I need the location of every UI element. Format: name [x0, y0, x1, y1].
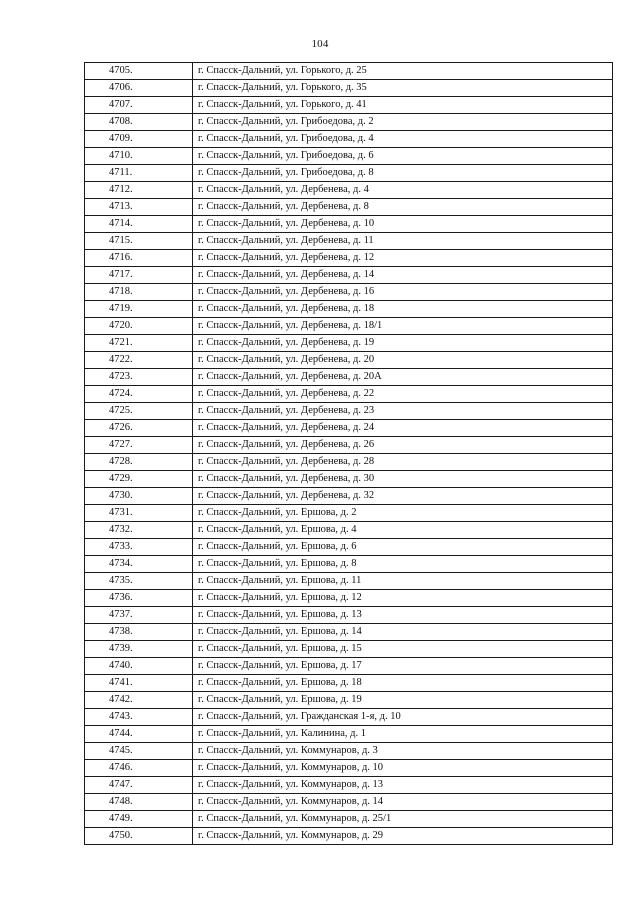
table-row [85, 658, 613, 675]
row-number-cell: 4740. [85, 658, 193, 675]
table-row [85, 114, 613, 131]
row-number-cell: 4726. [85, 420, 193, 437]
table-row [85, 709, 613, 726]
address-cell: г. Спасск-Дальний, ул. Коммунаров, д. 3 [193, 743, 613, 760]
table-row [85, 641, 613, 658]
table-row [85, 743, 613, 760]
address-cell: г. Спасск-Дальний, ул. Ершова, д. 18 [193, 675, 613, 692]
row-number-cell: 4721. [85, 335, 193, 352]
row-number-cell: 4727. [85, 437, 193, 454]
address-cell: г. Спасск-Дальний, ул. Ершова, д. 8 [193, 556, 613, 573]
address-cell: г. Спасск-Дальний, ул. Дербенева, д. 12 [193, 250, 613, 267]
address-cell: г. Спасск-Дальний, ул. Горького, д. 35 [193, 80, 613, 97]
row-number-cell: 4707. [85, 97, 193, 114]
address-cell: г. Спасск-Дальний, ул. Горького, д. 41 [193, 97, 613, 114]
row-number-cell: 4710. [85, 148, 193, 165]
row-number-cell: 4731. [85, 505, 193, 522]
address-cell: г. Спасск-Дальний, ул. Дербенева, д. 20А [193, 369, 613, 386]
table-row [85, 352, 613, 369]
table-row [85, 420, 613, 437]
row-number-cell: 4723. [85, 369, 193, 386]
address-cell: г. Спасск-Дальний, ул. Дербенева, д. 18 [193, 301, 613, 318]
table-row [85, 301, 613, 318]
row-number-cell: 4712. [85, 182, 193, 199]
address-cell: г. Спасск-Дальний, ул. Ершова, д. 13 [193, 607, 613, 624]
table-row [85, 454, 613, 471]
table-row [85, 131, 613, 148]
address-cell: г. Спасск-Дальний, ул. Коммунаров, д. 29 [193, 828, 613, 845]
row-number-cell: 4730. [85, 488, 193, 505]
table-row [85, 216, 613, 233]
row-number-cell: 4717. [85, 267, 193, 284]
address-cell: г. Спасск-Дальний, ул. Дербенева, д. 4 [193, 182, 613, 199]
row-number-cell: 4725. [85, 403, 193, 420]
row-number-cell: 4732. [85, 522, 193, 539]
row-number-cell: 4715. [85, 233, 193, 250]
row-number-cell: 4708. [85, 114, 193, 131]
table-row [85, 726, 613, 743]
address-registry-table [84, 62, 613, 845]
table-row [85, 199, 613, 216]
address-cell: г. Спасск-Дальний, ул. Дербенева, д. 16 [193, 284, 613, 301]
row-number-cell: 4737. [85, 607, 193, 624]
row-number-cell: 4743. [85, 709, 193, 726]
table-row [85, 811, 613, 828]
row-number-cell: 4709. [85, 131, 193, 148]
address-cell: г. Спасск-Дальний, ул. Дербенева, д. 32 [193, 488, 613, 505]
table-row [85, 318, 613, 335]
address-cell: г. Спасск-Дальний, ул. Ершова, д. 2 [193, 505, 613, 522]
address-cell: г. Спасск-Дальний, ул. Ершова, д. 11 [193, 573, 613, 590]
address-cell: г. Спасск-Дальний, ул. Коммунаров, д. 14 [193, 794, 613, 811]
table-row [85, 165, 613, 182]
table-row [85, 182, 613, 199]
address-cell: г. Спасск-Дальний, ул. Ершова, д. 17 [193, 658, 613, 675]
address-cell: г. Спасск-Дальний, ул. Дербенева, д. 20 [193, 352, 613, 369]
table-row [85, 97, 613, 114]
table-row [85, 760, 613, 777]
address-cell: г. Спасск-Дальний, ул. Ершова, д. 12 [193, 590, 613, 607]
row-number-cell: 4735. [85, 573, 193, 590]
address-cell: г. Спасск-Дальний, ул. Дербенева, д. 24 [193, 420, 613, 437]
table-row [85, 250, 613, 267]
row-number-cell: 4722. [85, 352, 193, 369]
table-row [85, 692, 613, 709]
address-cell: г. Спасск-Дальний, ул. Грибоедова, д. 4 [193, 131, 613, 148]
table-row [85, 607, 613, 624]
address-cell: г. Спасск-Дальний, ул. Грибоедова, д. 6 [193, 148, 613, 165]
address-cell: г. Спасск-Дальний, ул. Дербенева, д. 22 [193, 386, 613, 403]
table-row [85, 335, 613, 352]
row-number-cell: 4728. [85, 454, 193, 471]
table-row [85, 80, 613, 97]
row-number-cell: 4736. [85, 590, 193, 607]
row-number-cell: 4714. [85, 216, 193, 233]
address-cell: г. Спасск-Дальний, ул. Ершова, д. 6 [193, 539, 613, 556]
row-number-cell: 4706. [85, 80, 193, 97]
row-number-cell: 4747. [85, 777, 193, 794]
table-row [85, 369, 613, 386]
table-row [85, 573, 613, 590]
address-cell: г. Спасск-Дальний, ул. Дербенева, д. 19 [193, 335, 613, 352]
table-row [85, 267, 613, 284]
table-row [85, 624, 613, 641]
address-cell: г. Спасск-Дальний, ул. Гражданская 1-я, д. 10 [193, 709, 613, 726]
address-cell: г. Спасск-Дальний, ул. Грибоедова, д. 8 [193, 165, 613, 182]
row-number-cell: 4720. [85, 318, 193, 335]
row-number-cell: 4746. [85, 760, 193, 777]
row-number-cell: 4739. [85, 641, 193, 658]
table-row [85, 675, 613, 692]
row-number-cell: 4748. [85, 794, 193, 811]
address-cell: г. Спасск-Дальний, ул. Коммунаров, д. 13 [193, 777, 613, 794]
table-row [85, 539, 613, 556]
table-row [85, 488, 613, 505]
row-number-cell: 4742. [85, 692, 193, 709]
row-number-cell: 4749. [85, 811, 193, 828]
row-number-cell: 4716. [85, 250, 193, 267]
row-number-cell: 4745. [85, 743, 193, 760]
address-cell: г. Спасск-Дальний, ул. Грибоедова, д. 2 [193, 114, 613, 131]
row-number-cell: 4734. [85, 556, 193, 573]
address-cell: г. Спасск-Дальний, ул. Дербенева, д. 28 [193, 454, 613, 471]
row-number-cell: 4729. [85, 471, 193, 488]
row-number-cell: 4719. [85, 301, 193, 318]
address-cell: г. Спасск-Дальний, ул. Калинина, д. 1 [193, 726, 613, 743]
address-cell: г. Спасск-Дальний, ул. Дербенева, д. 23 [193, 403, 613, 420]
table-row [85, 556, 613, 573]
address-cell: г. Спасск-Дальний, ул. Ершова, д. 4 [193, 522, 613, 539]
table-row [85, 505, 613, 522]
address-cell: г. Спасск-Дальний, ул. Дербенева, д. 10 [193, 216, 613, 233]
table-row [85, 590, 613, 607]
row-number-cell: 4724. [85, 386, 193, 403]
table-row [85, 777, 613, 794]
table-row [85, 386, 613, 403]
address-cell: г. Спасск-Дальний, ул. Ершова, д. 15 [193, 641, 613, 658]
table-row [85, 794, 613, 811]
table-row [85, 233, 613, 250]
table-row [85, 403, 613, 420]
address-cell: г. Спасск-Дальний, ул. Горького, д. 25 [193, 63, 613, 80]
page-number: 104 [311, 38, 329, 50]
address-cell: г. Спасск-Дальний, ул. Дербенева, д. 18/1 [193, 318, 613, 335]
address-cell: г. Спасск-Дальний, ул. Дербенева, д. 26 [193, 437, 613, 454]
row-number-cell: 4713. [85, 199, 193, 216]
table-row [85, 63, 613, 80]
address-cell: г. Спасск-Дальний, ул. Ершова, д. 14 [193, 624, 613, 641]
address-cell: г. Спасск-Дальний, ул. Коммунаров, д. 25/1 [193, 811, 613, 828]
row-number-cell: 4711. [85, 165, 193, 182]
registry-table-body [85, 63, 613, 845]
row-number-cell: 4718. [85, 284, 193, 301]
row-number-cell: 4744. [85, 726, 193, 743]
address-cell: г. Спасск-Дальний, ул. Дербенева, д. 8 [193, 199, 613, 216]
table-row [85, 148, 613, 165]
row-number-cell: 4750. [85, 828, 193, 845]
table-row [85, 437, 613, 454]
row-number-cell: 4733. [85, 539, 193, 556]
table-row [85, 284, 613, 301]
address-cell: г. Спасск-Дальний, ул. Ершова, д. 19 [193, 692, 613, 709]
row-number-cell: 4705. [85, 63, 193, 80]
address-cell: г. Спасск-Дальний, ул. Дербенева, д. 14 [193, 267, 613, 284]
row-number-cell: 4738. [85, 624, 193, 641]
address-cell: г. Спасск-Дальний, ул. Дербенева, д. 11 [193, 233, 613, 250]
table-row [85, 522, 613, 539]
row-number-cell: 4741. [85, 675, 193, 692]
table-row [85, 828, 613, 845]
table-row [85, 471, 613, 488]
address-cell: г. Спасск-Дальний, ул. Коммунаров, д. 10 [193, 760, 613, 777]
address-cell: г. Спасск-Дальний, ул. Дербенева, д. 30 [193, 471, 613, 488]
